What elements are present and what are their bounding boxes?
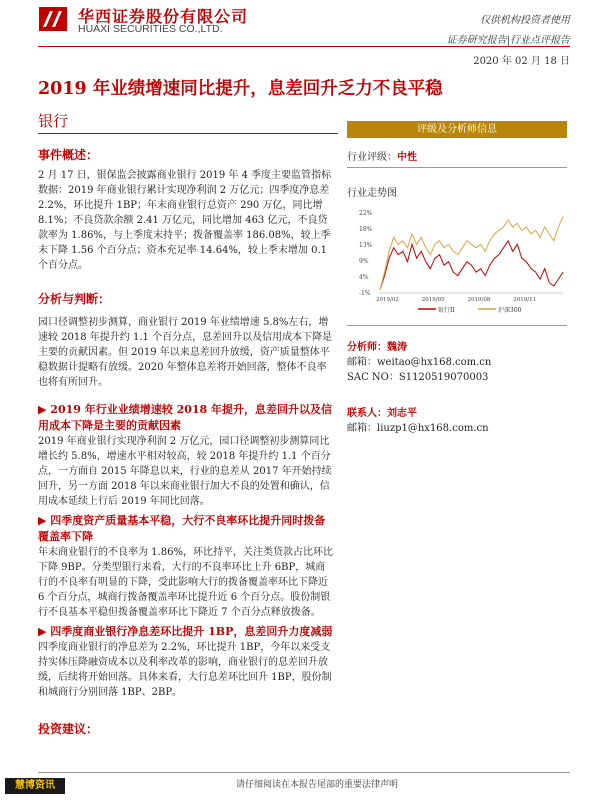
point-3-body: 四季度商业银行的净息差为 2.2%，环比提升 1BP，今年以来受支持实体压降融资成本以及利率改革的影响，商业银行的息差回升放缓，后续将开始回落。具体来看，大行息差环比回升 1BP，股份制和城商行分别回落 1BP、2BP。 (38, 642, 332, 698)
y-tick-label: 4% (359, 274, 369, 281)
report-title: 2019 年业绩增速同比提升，息差回升乏力不良平稳 (38, 79, 443, 99)
analyst-label: 分析师： (347, 342, 387, 353)
industry-divider (38, 133, 338, 134)
contact-row (347, 404, 417, 419)
triangle-bullet-icon: ▶ (38, 403, 51, 416)
company-name-en: HUAXI SECURITIES CO.,LTD. (78, 23, 223, 35)
email-label: 邮箱： (347, 423, 377, 434)
x-tick-label: 2019/11 (513, 297, 537, 303)
x-tick-label: 2019/05 (421, 297, 445, 303)
rating-value: 中性 (397, 152, 417, 163)
contact-email[interactable]: liuzp1@hx168.com.cn (377, 423, 489, 434)
advice-section (38, 722, 334, 737)
triangle-bullet-icon: ▶ (38, 514, 51, 527)
analyst-email[interactable]: weitao@hx168.com.cn (377, 357, 492, 368)
y-tick-label: 9% (359, 258, 369, 265)
sac-number: S1120519070003 (398, 372, 489, 383)
series-line-hs300 (380, 217, 563, 290)
point-2-title: ▶ 四季度资产质量基本平稳，大行不良率环比提升同时拨备覆盖率下降 (38, 514, 326, 543)
company-name-cn: 华西证券股份有限公司 (78, 7, 249, 26)
email-label: 邮箱： (347, 357, 377, 368)
event-section (38, 148, 334, 273)
footer-disclaimer: 请仔细阅读在本报告尾部的重要法律声明 (236, 780, 399, 790)
report-type-tag: 证券研究报告|行业点评报告 (446, 35, 570, 46)
contact-label: 联系人： (347, 408, 387, 419)
sidebar-divider (347, 325, 567, 326)
sidebar-header: 评级及分析师信息 (347, 121, 567, 138)
sidebar-divider (347, 167, 567, 168)
sac-row (347, 368, 488, 383)
report-date: 2020 年 02 月 18 日 (473, 56, 570, 67)
analysis-heading: 分析与判断： (38, 292, 111, 306)
y-tick-label: 18% (359, 226, 373, 233)
event-body: 2 月 17 日，银保监会披露商业银行 2019 年 4 季度主要监管指标数据：2019 年商业银行累计实现净利润 2 万亿元；四季度净息差 2.2%，环比提升 1BP；年末商业银行总资产 290 万亿，同比增 8.1%；不良贷款余额 2.41 万亿元，同比增加 463 亿元，不良贷款率为 1.86%，与上季度末持平；拨备覆盖率 186.08%，较上季末下降 1.56 个百分点；资本充足率 14.64%，较上季末增加 0.1 个百分点。 (38, 170, 332, 271)
analyst-email-row (347, 353, 491, 368)
sac-label: SAC NO： (347, 372, 399, 383)
rating-row (347, 148, 417, 163)
point-1-title: ▶ 2019 年行业业绩增速较 2018 年提升，息差回升以及信用成本下降是主要的贡献因素 (38, 403, 333, 432)
analyst-name: 魏涛 (387, 342, 407, 353)
y-tick-label: 22% (359, 210, 373, 217)
huaxi-logo-icon (38, 6, 68, 32)
y-tick-label: -1% (359, 290, 371, 297)
analyst-row (347, 338, 407, 353)
rating-label: 行业评级： (347, 152, 397, 163)
x-tick-label: 2019/02 (376, 297, 399, 303)
point-1-body: 2019 年商业银行实现净利润 2 万亿元，园口径调整初步测算同比增长约 5.8%，增速水平相对较高，较 2018 年提升约 1.1 个百分点，一方面自 2015 年降息以来，行业的息差从 2017 年开始持续回升，另一方面 2018 年以来商业银行加大不良的处置和确认，信用成本延续上行后 2019 年同比回落。 (38, 436, 332, 507)
point-2-body: 年末商业银行的不良率为 1.86%，环比持平，关注类贷款占比环比下降 9BP。分类型银行来看，大行的不良率环比上升 6BP，城商行的不良率有明显的下降，受此影响大行的拨备覆盖率环比下降近 6 个百分点，城商行拨备覆盖率环比提升近 6 个百分点。股份制银行不良基本平稳但拨备覆盖率环比下降近 7 个百分点释放拨备。 (38, 547, 333, 618)
analysis-section (38, 292, 334, 700)
trend-label: 行业走势图 (347, 188, 397, 199)
contact-email-row (347, 419, 489, 434)
footer-divider (38, 772, 570, 773)
industry-trend-chart (358, 205, 568, 315)
analysis-intro: 园口径调整初步测算，商业银行 2019 年业绩增速 5.8%左右，增速较 2018 年提升约 1.1 个百分点，息差回升以及信用成本下降是主要的贡献因素。但 2019 年以来息差回升放缓，资产质量整体平稳数据计提略有放缓。2020 年整体息差将开始回落，整体不良率也将有所回升。 (38, 317, 333, 388)
audience-tag: 仅供机构投资者使用 (480, 15, 570, 26)
point-3-title: ▶ 四季度商业银行净息差环比提升 1BP，息差回升力度减弱 (38, 625, 333, 638)
footer-logo: 慧博资讯 (5, 778, 65, 794)
contact-name: 刘志平 (387, 408, 417, 419)
event-heading: 事件概述： (38, 148, 99, 162)
triangle-bullet-icon: ▶ (38, 625, 51, 638)
advice-heading: 投资建议： (38, 722, 99, 736)
industry-name: 银行 (38, 112, 69, 130)
legend-label-hs300: 沪深300 (498, 307, 522, 314)
header-divider (38, 46, 570, 47)
x-tick-label: 2019/08 (467, 297, 491, 303)
y-tick-label: 13% (359, 242, 373, 249)
legend-label-bank: 银行II (438, 307, 455, 314)
